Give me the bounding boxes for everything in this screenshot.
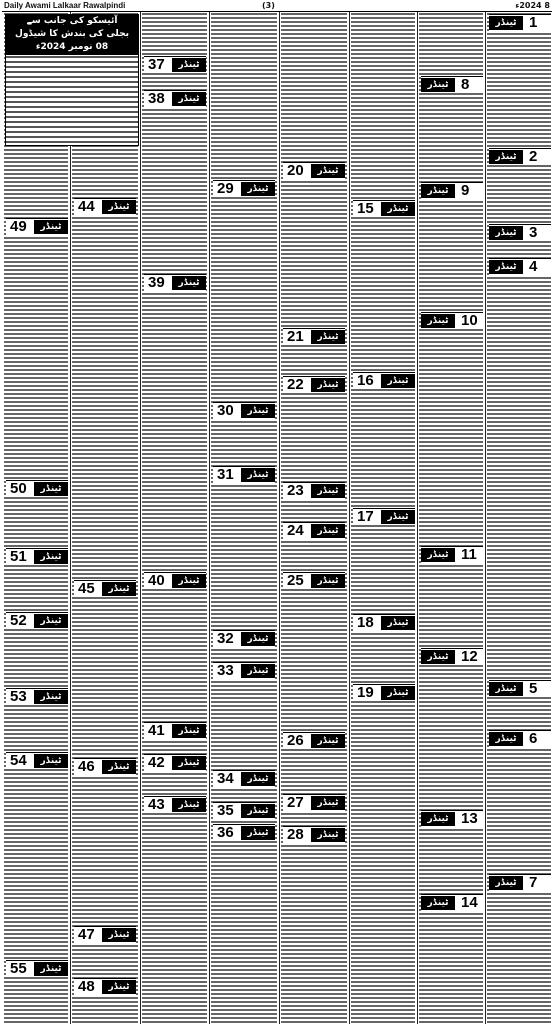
- tender-block: [74, 580, 136, 597]
- tender-number: 19: [357, 684, 374, 701]
- tender-tag: ٹینڈر: [172, 756, 206, 770]
- tender-block: [489, 224, 551, 241]
- tender-block: [283, 376, 345, 393]
- tender-number: 27: [287, 794, 304, 811]
- tender-tag: ٹینڈر: [381, 202, 415, 216]
- column-divider: [417, 12, 418, 1024]
- paper-name: Daily Awami Lalkaar Rawalpindi: [4, 1, 126, 10]
- tender-number: 33: [217, 662, 234, 679]
- tender-block: [353, 614, 415, 631]
- tender-number: 54: [10, 752, 27, 769]
- tender-number: 50: [10, 480, 27, 497]
- tender-tag: ٹینڈر: [489, 226, 523, 240]
- tender-block: [144, 274, 206, 291]
- tender-number: 31: [217, 466, 234, 483]
- tender-number: 28: [287, 826, 304, 843]
- tender-number: 37: [148, 56, 165, 73]
- tender-block: [213, 662, 275, 679]
- tender-block: [144, 796, 206, 813]
- tender-tag: ٹینڈر: [172, 724, 206, 738]
- tender-tag: ٹینڈر: [489, 876, 523, 890]
- tender-block: [144, 572, 206, 589]
- tender-number: 42: [148, 754, 165, 771]
- tender-block: [213, 802, 275, 819]
- tender-block: [353, 372, 415, 389]
- tender-tag: ٹینڈر: [34, 690, 68, 704]
- tender-number: 39: [148, 274, 165, 291]
- power-shutdown-ad: [5, 14, 139, 146]
- tender-block: [421, 648, 483, 665]
- tender-block: [6, 480, 68, 497]
- tender-block: [213, 402, 275, 419]
- tender-tag: ٹینڈر: [311, 378, 345, 392]
- tender-tag: ٹینڈر: [172, 798, 206, 812]
- tender-number: 38: [148, 90, 165, 107]
- tender-number: 4: [529, 258, 538, 275]
- tender-tag: ٹینڈر: [311, 484, 345, 498]
- tender-tag: ٹینڈر: [421, 650, 455, 664]
- tender-block: [144, 90, 206, 107]
- tender-number: 21: [287, 328, 304, 345]
- tender-number: 2: [529, 148, 538, 165]
- tender-tag: ٹینڈر: [172, 574, 206, 588]
- tender-tag: ٹینڈر: [241, 632, 275, 646]
- tender-number: 34: [217, 770, 234, 787]
- tender-tag: ٹینڈر: [489, 260, 523, 274]
- tender-number: 36: [217, 824, 234, 841]
- tender-block: [353, 684, 415, 701]
- tender-number: 18: [357, 614, 374, 631]
- tender-tag: ٹینڈر: [381, 374, 415, 388]
- tender-block: [489, 874, 551, 891]
- tender-block: [6, 612, 68, 629]
- tender-block: [421, 312, 483, 329]
- tender-number: 23: [287, 482, 304, 499]
- tender-block: [74, 978, 136, 995]
- tender-tag: ٹینڈر: [421, 812, 455, 826]
- column-divider: [209, 12, 210, 1024]
- tender-number: 24: [287, 522, 304, 539]
- text-column: [419, 12, 483, 1024]
- tender-tag: ٹینڈر: [311, 734, 345, 748]
- tender-tag: ٹینڈر: [311, 524, 345, 538]
- tender-tag: ٹینڈر: [489, 16, 523, 30]
- tender-tag: ٹینڈر: [34, 550, 68, 564]
- tender-block: [144, 722, 206, 739]
- tender-tag: ٹینڈر: [489, 732, 523, 746]
- tender-number: 1: [529, 14, 538, 31]
- tender-tag: ٹینڈر: [421, 314, 455, 328]
- column-divider: [349, 12, 350, 1024]
- tender-number: 20: [287, 162, 304, 179]
- tender-number: 29: [217, 180, 234, 197]
- tender-number: 55: [10, 960, 27, 977]
- tender-number: 17: [357, 508, 374, 525]
- tender-block: [6, 752, 68, 769]
- tender-block: [489, 680, 551, 697]
- tender-tag: ٹینڈر: [172, 92, 206, 106]
- tender-number: 45: [78, 580, 95, 597]
- tender-number: 14: [461, 894, 478, 911]
- tender-number: 25: [287, 572, 304, 589]
- text-column: [211, 12, 277, 1024]
- tender-tag: ٹینڈر: [102, 928, 136, 942]
- tender-number: 8: [461, 76, 470, 93]
- tender-tag: ٹینڈر: [421, 78, 455, 92]
- tender-number: 43: [148, 796, 165, 813]
- tender-number: 13: [461, 810, 478, 827]
- tender-block: [6, 960, 68, 977]
- tender-tag: ٹینڈر: [489, 150, 523, 164]
- tender-block: [74, 926, 136, 943]
- tender-number: 35: [217, 802, 234, 819]
- page-header: [0, 0, 554, 11]
- tender-number: 15: [357, 200, 374, 217]
- ad-line-3: 08 نومبر 2024ء: [35, 42, 109, 52]
- text-column: [72, 12, 138, 1024]
- tender-block: [489, 14, 551, 31]
- tender-block: [6, 218, 68, 235]
- tender-number: 32: [217, 630, 234, 647]
- tender-tag: ٹینڈر: [241, 404, 275, 418]
- tender-block: [283, 162, 345, 179]
- tender-tag: ٹینڈر: [421, 548, 455, 562]
- tender-tag: ٹینڈر: [311, 796, 345, 810]
- tender-number: 51: [10, 548, 27, 565]
- tender-block: [283, 826, 345, 843]
- tender-number: 10: [461, 312, 478, 329]
- tender-block: [283, 572, 345, 589]
- tender-tag: ٹینڈر: [421, 184, 455, 198]
- issue-date: 8 2024ء: [515, 1, 550, 10]
- tender-block: [213, 824, 275, 841]
- tender-number: 47: [78, 926, 95, 943]
- tender-tag: ٹینڈر: [489, 682, 523, 696]
- tender-tag: ٹینڈر: [241, 804, 275, 818]
- tender-tag: ٹینڈر: [241, 826, 275, 840]
- tender-number: 6: [529, 730, 538, 747]
- tender-block: [421, 76, 483, 93]
- tender-tag: ٹینڈر: [381, 686, 415, 700]
- tender-number: 49: [10, 218, 27, 235]
- tender-tag: ٹینڈر: [311, 330, 345, 344]
- tender-block: [6, 688, 68, 705]
- tender-tag: ٹینڈر: [34, 614, 68, 628]
- tender-block: [421, 810, 483, 827]
- tender-block: [283, 328, 345, 345]
- tender-tag: ٹینڈر: [381, 616, 415, 630]
- tender-block: [353, 508, 415, 525]
- tender-block: [6, 548, 68, 565]
- tender-block: [353, 200, 415, 217]
- column-divider: [70, 12, 71, 1024]
- tender-tag: ٹینڈر: [102, 980, 136, 994]
- tender-tag: ٹینڈر: [241, 468, 275, 482]
- column-divider: [279, 12, 280, 1024]
- tender-tag: ٹینڈر: [34, 220, 68, 234]
- tender-block: [489, 148, 551, 165]
- tender-block: [421, 546, 483, 563]
- tender-tag: ٹینڈر: [421, 896, 455, 910]
- text-column: [4, 12, 68, 1024]
- tender-number: 41: [148, 722, 165, 739]
- tender-number: 3: [529, 224, 538, 241]
- tender-block: [213, 180, 275, 197]
- tender-number: 44: [78, 198, 95, 215]
- column-divider: [140, 12, 141, 1024]
- tender-block: [74, 758, 136, 775]
- tender-tag: ٹینڈر: [241, 664, 275, 678]
- tender-number: 52: [10, 612, 27, 629]
- tender-tag: ٹینڈر: [102, 760, 136, 774]
- tender-number: 16: [357, 372, 374, 389]
- tender-number: 9: [461, 182, 470, 199]
- tender-number: 5: [529, 680, 538, 697]
- ad-body: [6, 55, 138, 145]
- tender-block: [144, 754, 206, 771]
- tender-block: [421, 894, 483, 911]
- tender-number: 30: [217, 402, 234, 419]
- tender-tag: ٹینڈر: [311, 164, 345, 178]
- text-column: [142, 12, 207, 1024]
- tender-number: 46: [78, 758, 95, 775]
- ad-line-2: بجلی کی بندش کا شیڈول: [15, 29, 129, 39]
- tender-number: 53: [10, 688, 27, 705]
- ad-line-1: آئیسکو کی جانب سے: [26, 16, 118, 26]
- tender-block: [74, 198, 136, 215]
- tender-block: [213, 466, 275, 483]
- tender-number: 22: [287, 376, 304, 393]
- page-number: (3): [262, 1, 275, 10]
- tender-block: [283, 522, 345, 539]
- tender-tag: ٹینڈر: [241, 182, 275, 196]
- tender-block: [283, 732, 345, 749]
- tender-tag: ٹینڈر: [172, 276, 206, 290]
- ad-headline: [6, 15, 138, 55]
- tender-block: [144, 56, 206, 73]
- tender-tag: ٹینڈر: [34, 754, 68, 768]
- tender-block: [283, 482, 345, 499]
- tender-number: 48: [78, 978, 95, 995]
- tender-tag: ٹینڈر: [34, 962, 68, 976]
- tender-tag: ٹینڈر: [34, 482, 68, 496]
- tender-block: [421, 182, 483, 199]
- tender-number: 26: [287, 732, 304, 749]
- tender-number: 11: [461, 546, 477, 563]
- column-divider: [485, 12, 486, 1024]
- tender-block: [283, 794, 345, 811]
- tender-number: 40: [148, 572, 165, 589]
- tender-tag: ٹینڈر: [102, 200, 136, 214]
- tender-tag: ٹینڈر: [381, 510, 415, 524]
- tender-block: [489, 258, 551, 275]
- tender-block: [489, 730, 551, 747]
- tender-tag: ٹینڈر: [172, 58, 206, 72]
- tender-number: 7: [529, 874, 538, 891]
- tender-tag: ٹینڈر: [102, 582, 136, 596]
- tender-number: 12: [461, 648, 478, 665]
- tender-tag: ٹینڈر: [311, 574, 345, 588]
- tender-block: [213, 630, 275, 647]
- tender-tag: ٹینڈر: [241, 772, 275, 786]
- tender-tag: ٹینڈر: [311, 828, 345, 842]
- tender-block: [213, 770, 275, 787]
